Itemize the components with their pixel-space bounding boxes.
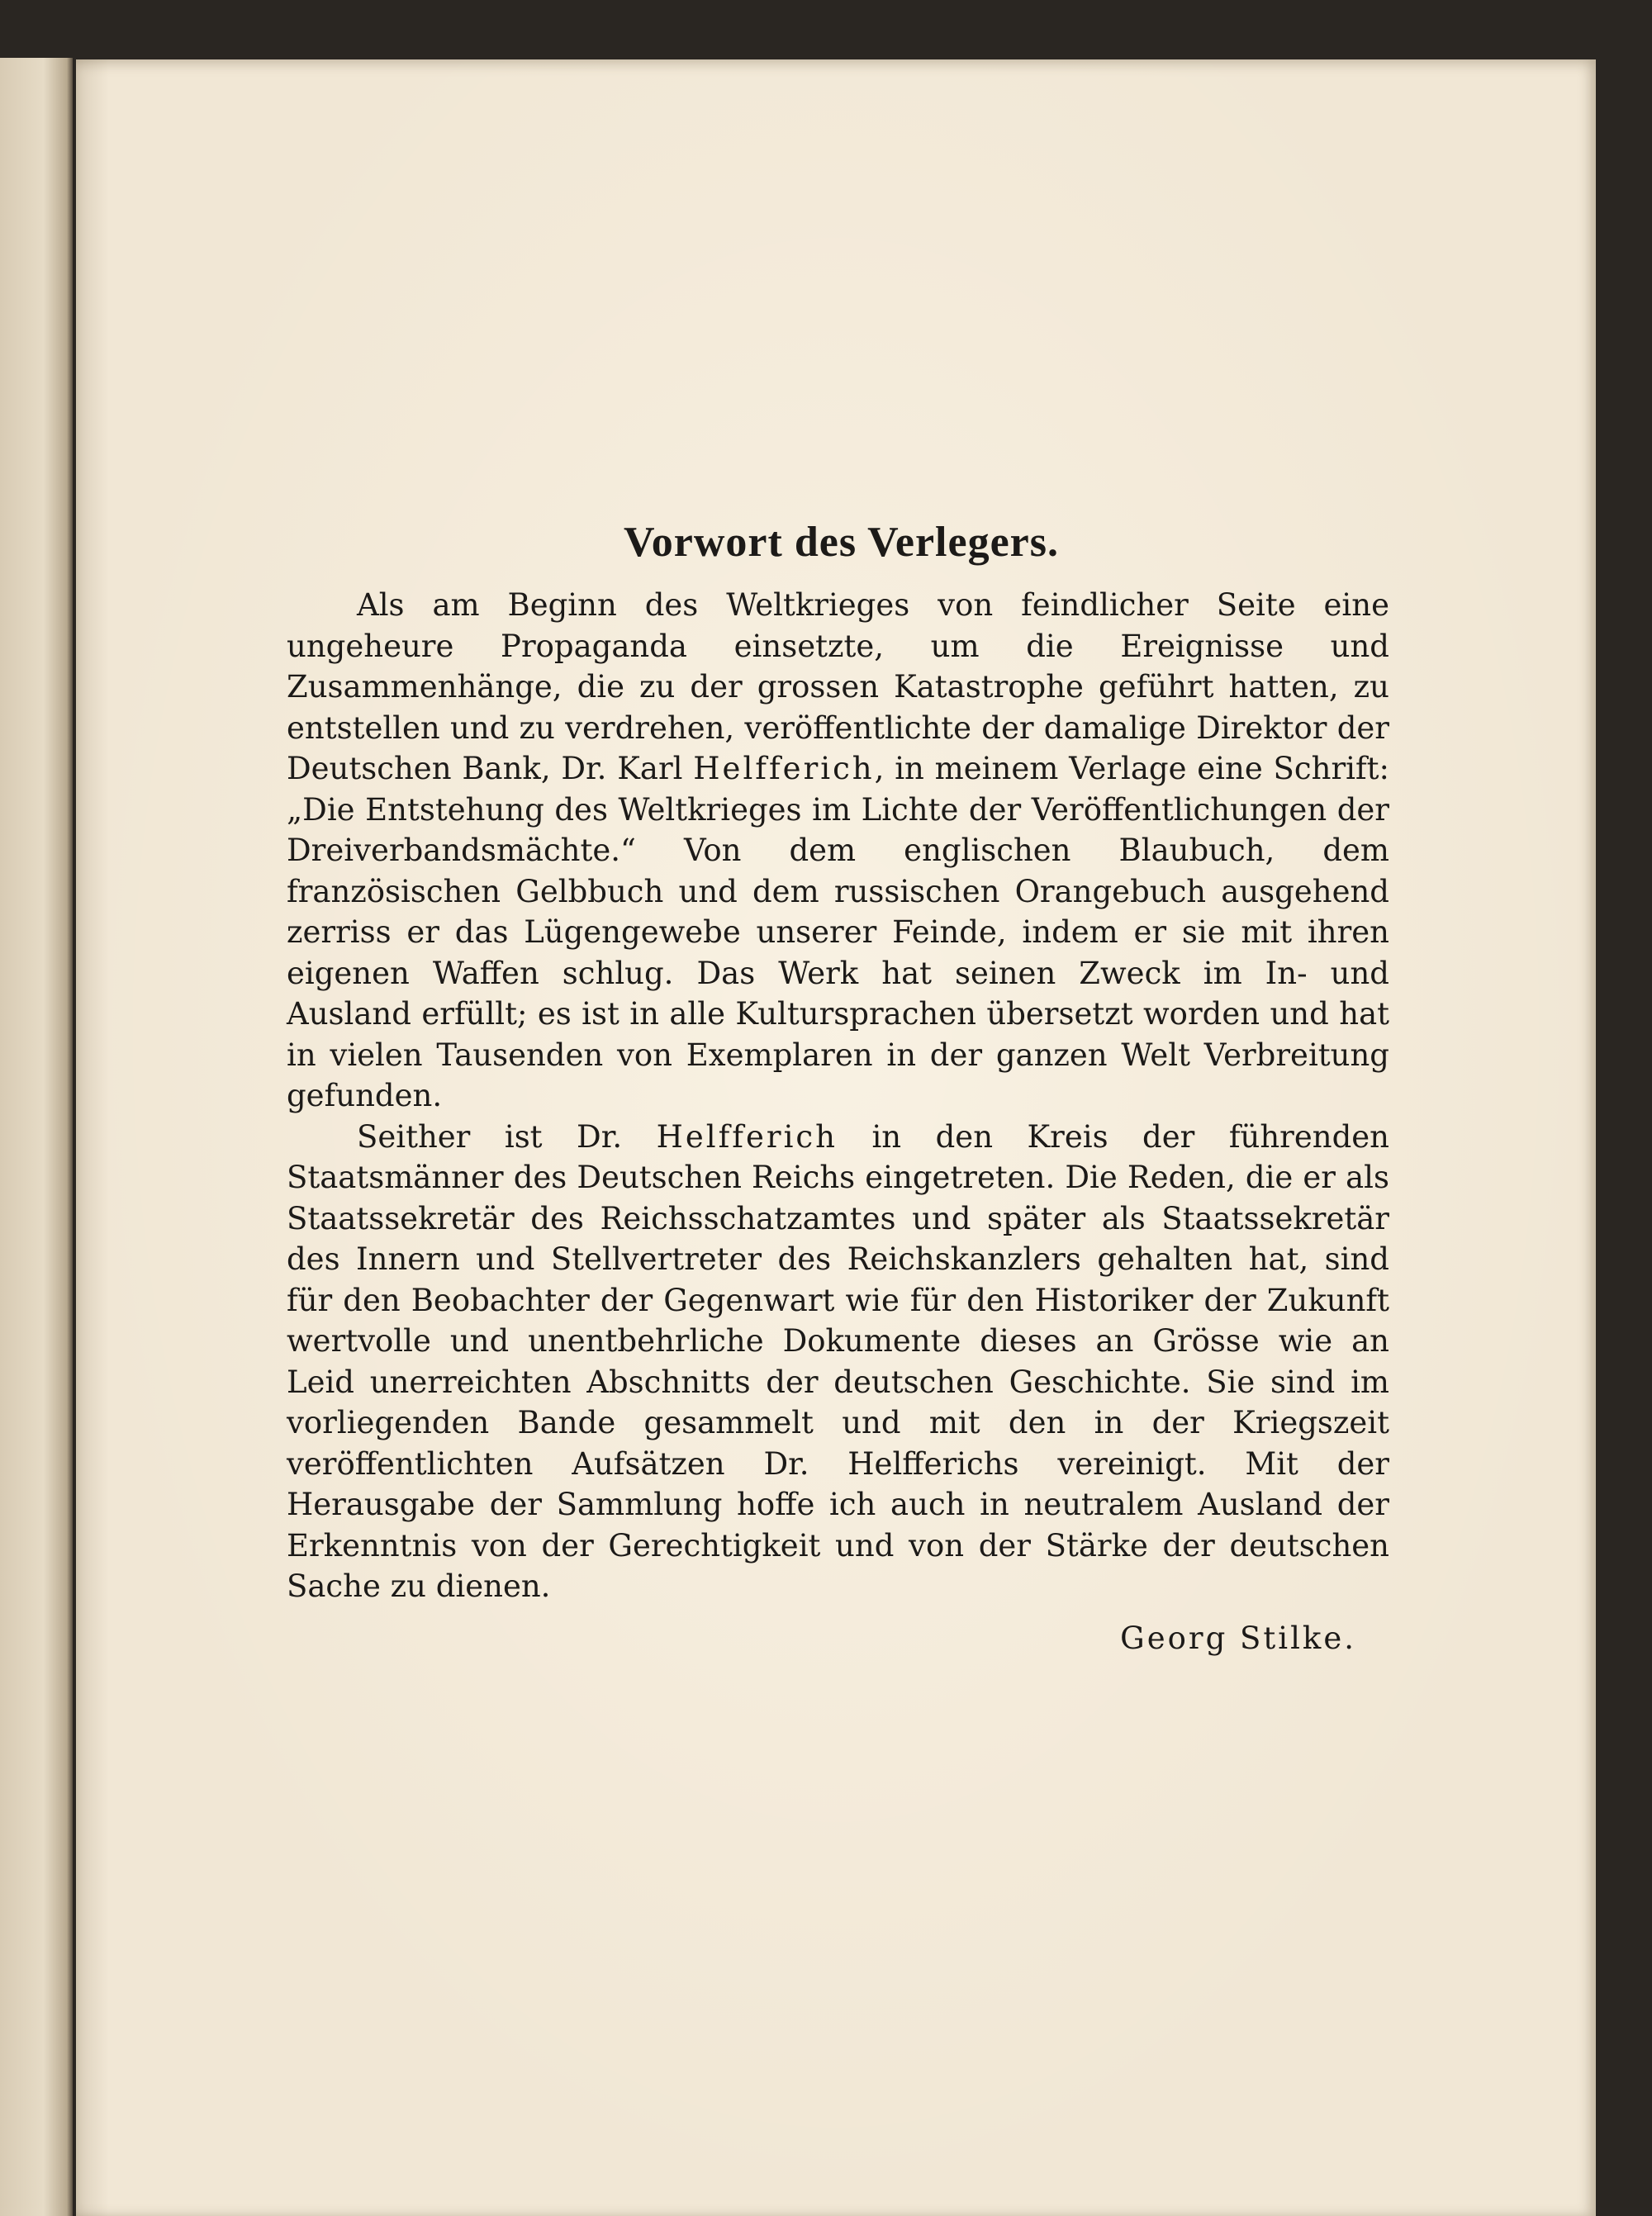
paragraph-1-text-b: , in meinem Verlage eine Schrift: „Die Entstehung des Weltkrieges im Lichte der Veröffentlichungen der Dreiverbandsmächte.“ Von dem englischen Blaubuch, dem französischen Gelbbuch und dem russischen Orangebuch ausgehend zerriss er das Lügengewebe unserer Feinde, indem er sie mit ihren eigenen Waffen schlug. Das Werk hat seinen Zweck im In- und Ausland erfüllt; es ist in alle Kultursprachen übersetzt worden und hat in vielen Tausenden von Exemplaren in der ganzen Welt Verbreitung gefunden. [287, 751, 1389, 1113]
paragraph-1-name: Helfferich [693, 751, 875, 786]
previous-page-edge [0, 58, 73, 2216]
paragraph-2-text-b: in den Kreis der führenden Staatsmänner des Deutschen Reichs eingetreten. Die Reden, die er als Staatssekretär des Reichsschatzamtes und später als Staatssekretär des Innern und Stellvertreter des Reichskanzlers gehalten hat, sind für den Beobachter der Gegenwart wie für den Historiker der Zukunft wertvolle und unentbehrliche Dokumente dieses an Grösse wie an Leid unerreichten Abschnitts der deutschen Geschichte. Sie sind im vorliegenden Bande gesammelt und mit den in der Kriegszeit veröffentlichten Aufsätzen Dr. Helfferichs vereinigt. Mit der Herausgabe der Sammlung hoffe ich auch in neutralem Ausland der Erkenntnis von der Gerechtigkeit und von der Stärke der deutschen Sache zu dienen. [287, 1118, 1389, 1604]
paragraph-2 [287, 1117, 1389, 1607]
paragraph-1 [287, 585, 1389, 1117]
page-heading: Vorwort des Verlegers. [624, 519, 1059, 566]
paragraph-1-text-a: Als am Beginn des Weltkrieges von feindlicher Seite eine ungeheure Propaganda einsetzte, um die Ereignisse und Zusammenhänge, die zu der grossen Katastrophe geführt hatten, zu entstellen und zu verdrehen, veröffentlichte der damalige Direktor der Deutschen Bank, Dr. Karl [287, 587, 1389, 786]
signature: Georg Stilke. [1120, 1620, 1356, 1656]
page-text-block [287, 518, 1389, 1656]
paragraph-2-text-a: Seither ist Dr. [357, 1118, 657, 1155]
paragraph-2-name: Helfferich [656, 1118, 838, 1155]
book-page [76, 59, 1596, 2216]
